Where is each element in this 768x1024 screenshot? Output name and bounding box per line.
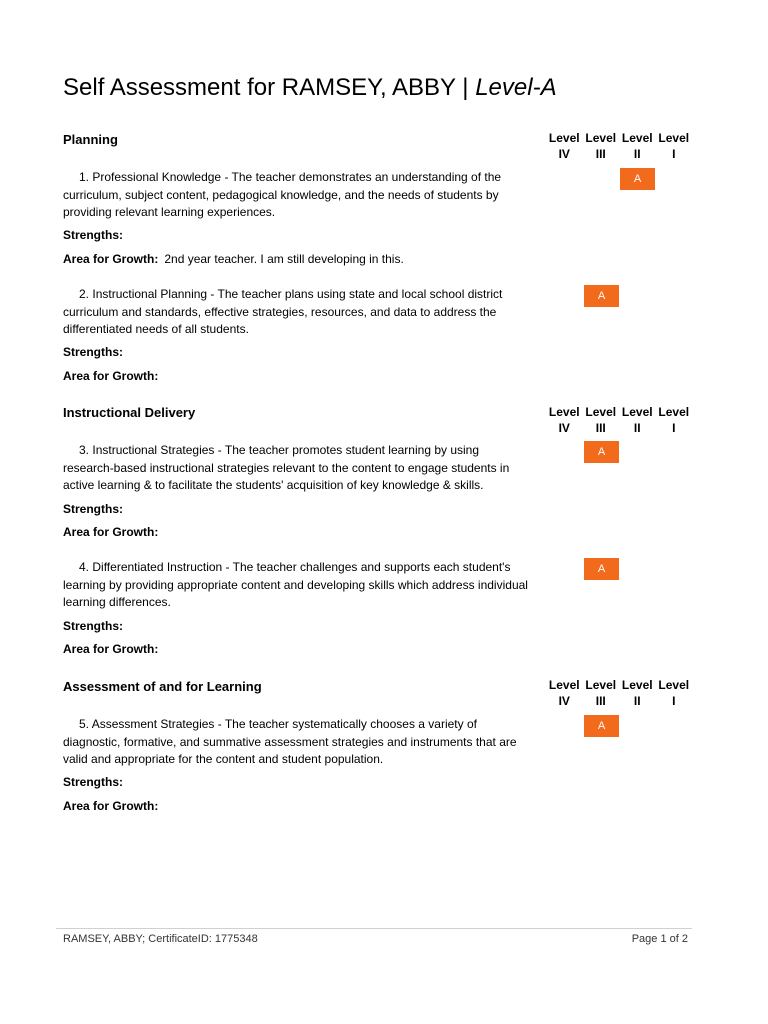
level-headers: [546, 130, 692, 162]
level-header-ii: Level II: [621, 131, 653, 161]
item-4-strengths: Strengths:: [63, 619, 123, 633]
item-3-text: 3. Instructional Strategies - The teacher promotes student learning by using research-based instructional strategies relevant to the content to engage students in active learning & to facilitate the students' acquisition of key knowledge & skills.: [63, 443, 510, 492]
footer-page-number: Page 1 of 2: [631, 933, 688, 945]
item-3-rating-badge: A: [584, 441, 619, 463]
item-1-strengths: Strengths:: [63, 228, 123, 242]
item-4-text: 4. Differentiated Instruction - The teacher challenges and supports each student's learning by providing appropriate content and developing skills which address individual learning differences.: [63, 560, 528, 609]
level-header-i: Level I: [658, 678, 690, 708]
item-2-strengths: Strengths:: [63, 345, 123, 359]
level-header-iii: Level III: [585, 678, 617, 708]
item-5-rating-badge: A: [584, 715, 619, 737]
level-headers: [546, 404, 692, 436]
item-4-growth: Area for Growth:: [63, 642, 159, 656]
section-title-assessment: Assessment of and for Learning: [63, 679, 262, 694]
item-2-growth: Area for Growth:: [63, 369, 159, 383]
level-header-i: Level I: [658, 131, 690, 161]
level-header-iii: Level III: [585, 405, 617, 435]
level-header-iv: Level IV: [548, 131, 580, 161]
footer-divider: [56, 928, 692, 929]
page-title: [63, 74, 557, 102]
item-1-growth: Area for Growth: 2nd year teacher. I am still developing in this.: [63, 252, 404, 266]
item-5-growth: Area for Growth:: [63, 799, 159, 813]
level-header-i: Level I: [658, 405, 690, 435]
level-header-ii: Level II: [621, 405, 653, 435]
level-header-iv: Level IV: [548, 405, 580, 435]
item-5-text: 5. Assessment Strategies - The teacher systematically chooses a variety of diagnostic, formative, and summative assessment strategies and instruments that are valid and appropriate for the content and student population.: [63, 717, 517, 766]
section-title-instructional-delivery: Instructional Delivery: [63, 405, 196, 420]
item-2-text: 2. Instructional Planning - The teacher plans using state and local school district curriculum and standards, effective strategies, resources, and data to address the differentiated needs of all students.: [63, 287, 503, 336]
level-header-iv: Level IV: [548, 678, 580, 708]
item-4-rating-badge: A: [584, 558, 619, 580]
page-title-level: Level-A: [475, 74, 557, 101]
item-3-growth: Area for Growth:: [63, 525, 159, 539]
level-headers: [546, 677, 692, 709]
page-title-text: Self Assessment for RAMSEY, ABBY |: [63, 74, 469, 101]
item-2-rating-badge: A: [584, 285, 619, 307]
section-title-planning: Planning: [63, 132, 118, 147]
item-1-rating-badge: A: [620, 168, 655, 190]
item-3-strengths: Strengths:: [63, 502, 123, 516]
level-header-iii: Level III: [585, 131, 617, 161]
item-1-text: 1. Professional Knowledge - The teacher demonstrates an understanding of the curriculum, subject content, pedagogical knowledge, and the needs of students by providing relevant learning experiences.: [63, 170, 502, 219]
level-header-ii: Level II: [621, 678, 653, 708]
item-5-strengths: Strengths:: [63, 775, 123, 789]
footer-certificate: RAMSEY, ABBY; CertificateID: 1775348: [63, 933, 258, 945]
